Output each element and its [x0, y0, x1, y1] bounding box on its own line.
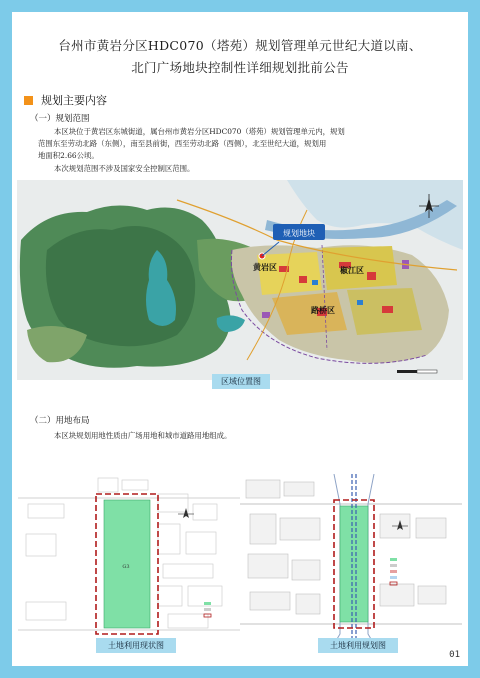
district-jiaojiang-label: 椒江区: [340, 266, 364, 275]
scope-para-line2: 范围东至劳动北路（东侧），南至县前街，西至劳动北路（西侧），北至世纪大道，规划用: [38, 139, 327, 148]
notice-title-line1: 台州市黄岩分区HDC070（塔苑）规划管理单元世纪大道以南、: [58, 38, 422, 53]
notice-title-line2: 北门广场地块控制性详细规划批前公告: [131, 60, 349, 75]
land-use-para: 本区块规划用地性质由广场用地和城市道路用地组成。: [54, 431, 232, 440]
site-label: 规划地块: [283, 229, 315, 238]
svg-text:G3: G3: [122, 564, 130, 570]
section-title: 规划主要内容: [41, 94, 107, 107]
regional-location-map: [17, 180, 463, 380]
planned-land-use-caption: 土地利用规划图: [318, 638, 398, 653]
location-map-caption: 区域位置图: [212, 374, 270, 389]
current-land-use-map: [18, 474, 240, 644]
scope-para-line3: 地面积2.66公顷。: [38, 151, 99, 160]
planned-land-use-map: [240, 474, 462, 644]
scope-heading: （一）规划范围: [30, 114, 90, 124]
scale-bar: [397, 370, 437, 373]
notice-page: [12, 12, 468, 666]
section-heading: [24, 92, 107, 108]
orange-square-icon: [24, 96, 33, 105]
current-land-use-caption: 土地利用现状图: [96, 638, 176, 653]
district-huangyan-label: 黄岩区: [253, 263, 277, 272]
scope-para-line1: 本区块位于黄岩区东城街道，属台州市黄岩分区HDC070（塔苑）规划管理单元内，规划: [54, 127, 345, 136]
land-use-heading: （二）用地布局: [30, 416, 90, 426]
page-number: 01: [449, 650, 460, 660]
scope-para-2: 本次规划范围不涉及国家安全控制区范围。: [54, 164, 195, 173]
district-luqiao-label: 路桥区: [311, 306, 335, 315]
